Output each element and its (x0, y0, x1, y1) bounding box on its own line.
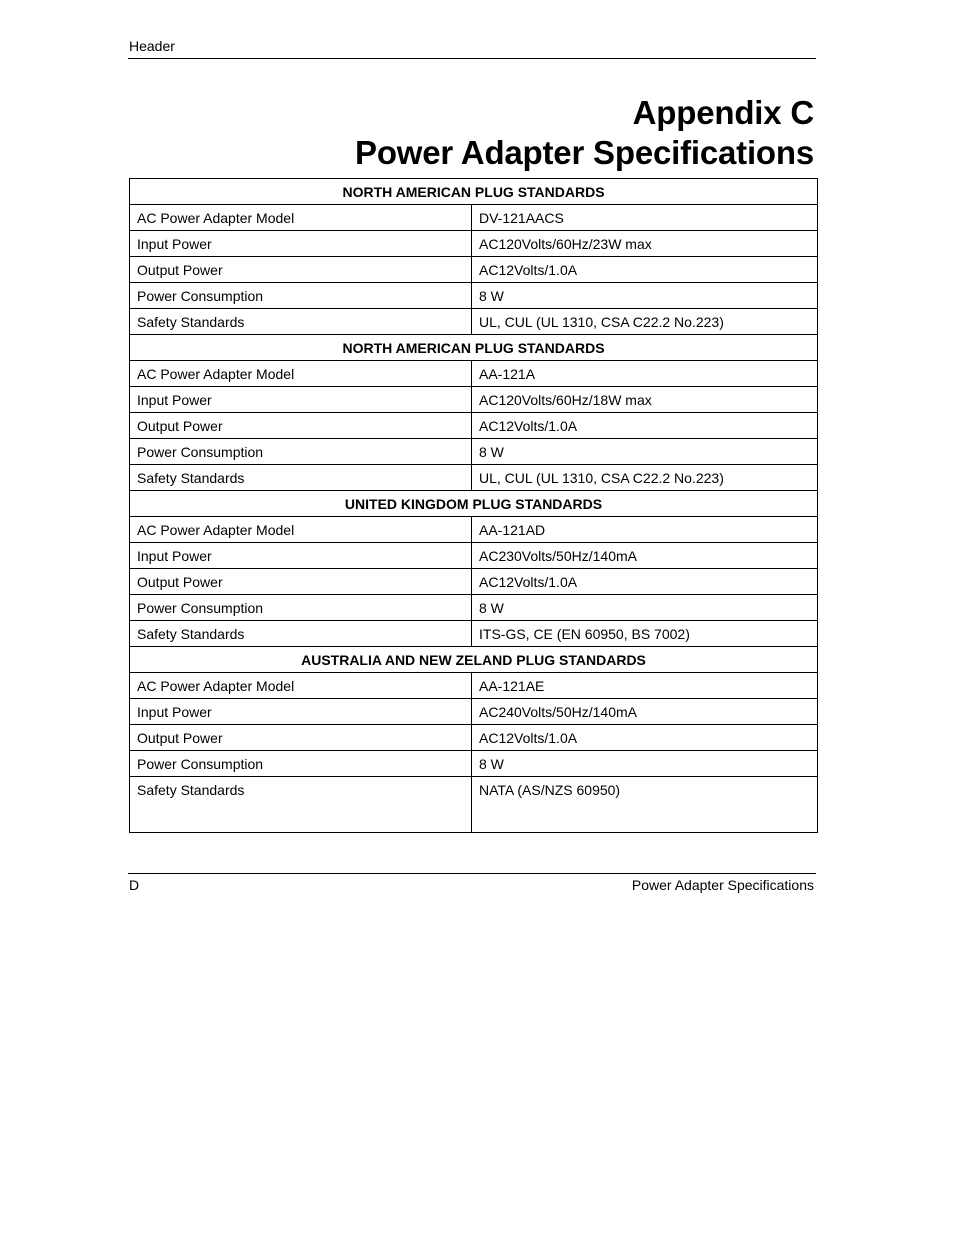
spec-label: Output Power (130, 725, 472, 751)
section-header-row (130, 179, 818, 205)
spec-value: NATA (AS/NZS 60950) (472, 777, 818, 833)
spec-label: Input Power (130, 543, 472, 569)
table-row (130, 777, 818, 833)
table-row (130, 725, 818, 751)
spec-value: AA-121AE (472, 673, 818, 699)
spec-value: AA-121AD (472, 517, 818, 543)
spec-label: Power Consumption (130, 439, 472, 465)
spec-value: AC120Volts/60Hz/23W max (472, 231, 818, 257)
section-header-row (130, 335, 818, 361)
page-footer (128, 873, 816, 898)
title-appendix: Appendix C (632, 94, 814, 131)
spec-label: AC Power Adapter Model (130, 517, 472, 543)
table-row (130, 361, 818, 387)
spec-label: AC Power Adapter Model (130, 673, 472, 699)
table-row (130, 283, 818, 309)
section-header-row (130, 647, 818, 673)
spec-label: Safety Standards (130, 777, 472, 833)
spec-value: UL, CUL (UL 1310, CSA C22.2 No.223) (472, 465, 818, 491)
power-adapter-spec-table (129, 178, 818, 833)
table-row (130, 231, 818, 257)
spec-value: UL, CUL (UL 1310, CSA C22.2 No.223) (472, 309, 818, 335)
spec-label: Safety Standards (130, 465, 472, 491)
spec-value: AC230Volts/50Hz/140mA (472, 543, 818, 569)
spec-value: AA-121A (472, 361, 818, 387)
table-row (130, 205, 818, 231)
table-row (130, 413, 818, 439)
spec-label: Input Power (130, 231, 472, 257)
spec-value: DV-121AACS (472, 205, 818, 231)
spec-label: AC Power Adapter Model (130, 205, 472, 231)
footer-page-label: D (129, 877, 140, 893)
table-row (130, 543, 818, 569)
table-row (130, 465, 818, 491)
spec-label: Power Consumption (130, 595, 472, 621)
table-row (130, 309, 818, 335)
spec-label: Output Power (130, 257, 472, 283)
table-row (130, 673, 818, 699)
footer-section-title: Power Adapter Specifications (631, 877, 814, 893)
page-header (128, 36, 816, 59)
header-text: Header (129, 38, 175, 54)
table-row (130, 439, 818, 465)
spec-label: Output Power (130, 569, 472, 595)
page-title (128, 93, 814, 173)
table-row (130, 595, 818, 621)
spec-label: Safety Standards (130, 309, 472, 335)
table-row (130, 699, 818, 725)
section-heading: AUSTRALIA AND NEW ZELAND PLUG STANDARDS (130, 647, 818, 673)
spec-value: ITS-GS, CE (EN 60950, BS 7002) (472, 621, 818, 647)
table-row (130, 751, 818, 777)
section-heading: UNITED KINGDOM PLUG STANDARDS (130, 491, 818, 517)
spec-label: AC Power Adapter Model (130, 361, 472, 387)
section-header-row (130, 491, 818, 517)
spec-label: Safety Standards (130, 621, 472, 647)
title-subject: Power Adapter Specifications (355, 134, 814, 171)
spec-value: AC12Volts/1.0A (472, 257, 818, 283)
spec-value: 8 W (472, 283, 818, 309)
spec-label: Power Consumption (130, 751, 472, 777)
spec-label: Power Consumption (130, 283, 472, 309)
section-heading: NORTH AMERICAN PLUG STANDARDS (130, 335, 818, 361)
table-row (130, 387, 818, 413)
spec-value: AC12Volts/1.0A (472, 725, 818, 751)
spec-value: AC120Volts/60Hz/18W max (472, 387, 818, 413)
spec-value: AC12Volts/1.0A (472, 413, 818, 439)
section-heading: NORTH AMERICAN PLUG STANDARDS (130, 179, 818, 205)
spec-label: Input Power (130, 699, 472, 725)
table-row (130, 621, 818, 647)
spec-label: Input Power (130, 387, 472, 413)
table-row (130, 257, 818, 283)
spec-value: AC240Volts/50Hz/140mA (472, 699, 818, 725)
spec-value: 8 W (472, 595, 818, 621)
table-row (130, 569, 818, 595)
spec-value: 8 W (472, 751, 818, 777)
table-row (130, 517, 818, 543)
spec-value: AC12Volts/1.0A (472, 569, 818, 595)
spec-value: 8 W (472, 439, 818, 465)
spec-label: Output Power (130, 413, 472, 439)
